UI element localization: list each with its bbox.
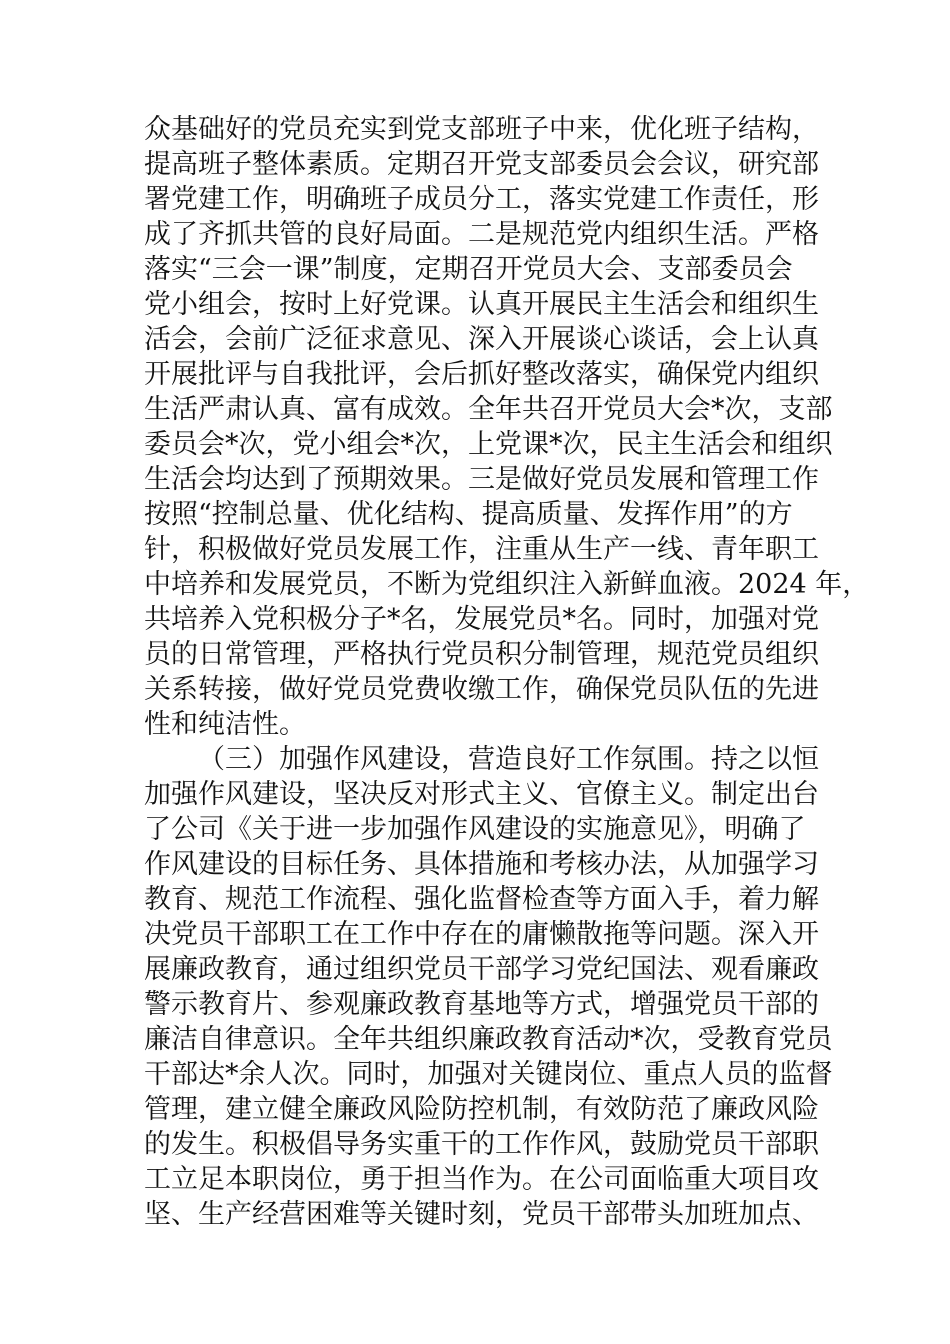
text-line: 教育、规范工作流程、强化监督检查等方面入手，着力解 [144, 884, 819, 915]
text-line: 了公司《关于进一步加强作风建设的实施意见》，明确了 [144, 814, 806, 845]
text-line: 众基础好的党员充实到党支部班子中来，优化班子结构， [144, 114, 819, 145]
text-line: 开展批评与自我批评，会后抓好整改落实，确保党内组织 [144, 359, 819, 390]
text-line: 活会，会前广泛征求意见、深入开展谈心谈话，会上认真 [144, 324, 819, 355]
text-line: 决党员干部职工在工作中存在的庸懒散拖等问题。深入开 [144, 919, 819, 950]
text-line: 作风建设的目标任务、具体措施和考核办法，从加强学习 [144, 849, 819, 880]
text-line: 落实“三会一课”制度，定期召开党员大会、支部委员会 [144, 254, 793, 285]
text-line: 党小组会，按时上好党课。认真开展民主生活会和组织生 [144, 289, 819, 320]
text-line: 员的日常管理，严格执行党员积分制管理，规范党员组织 [144, 639, 819, 670]
text-line: 警示教育片、参观廉政教育基地等方式，增强党员干部的 [144, 989, 819, 1020]
text-line: 工立足本职岗位，勇于担当作为。在公司面临重大项目攻 [144, 1164, 819, 1195]
text-line: 坚、生产经营困难等关键时刻，党员干部带头加班加点、 [144, 1199, 819, 1230]
text-line: 署党建工作，明确班子成员分工，落实党建工作责任，形 [144, 184, 819, 215]
text-line: 针，积极做好党员发展工作，注重从生产一线、青年职工 [144, 534, 819, 565]
section-heading-line: （三）加强作风建设，营造良好工作氛围。持之以恒 [198, 744, 819, 775]
body-text [144, 112, 870, 1232]
text-line: 展廉政教育，通过组织党员干部学习党纪国法、观看廉政 [144, 954, 819, 985]
text-line: 的发生。积极倡导务实重干的工作作风，鼓励党员干部职 [144, 1129, 819, 1160]
text-line: 廉洁自律意识。全年共组织廉政教育活动*次，受教育党员 [144, 1024, 833, 1055]
text-line: 按照“控制总量、优化结构、提高质量、发挥作用”的方 [144, 499, 793, 530]
text-line: 中培养和发展党员，不断为党组织注入新鲜血液。2024 年， [144, 569, 870, 600]
text-line: 提高班子整体素质。定期召开党支部委员会会议，研究部 [144, 149, 819, 180]
text-line: 关系转接，做好党员党费收缴工作，确保党员队伍的先进 [144, 674, 819, 705]
text-line: 成了齐抓共管的良好局面。二是规范党内组织生活。严格 [144, 219, 819, 250]
text-line: 委员会*次，党小组会*次，上党课*次，民主生活会和组织 [144, 429, 833, 460]
text-line: 生活会均达到了预期效果。三是做好党员发展和管理工作 [144, 464, 819, 495]
text-line: 生活严肃认真、富有成效。全年共召开党员大会*次，支部 [144, 394, 833, 425]
text-line: 共培养入党积极分子*名，发展党员*名。同时，加强对党 [144, 604, 819, 635]
text-line: 管理，建立健全廉政风险防控机制，有效防范了廉政风险 [144, 1094, 819, 1125]
text-line: 性和纯洁性。 [144, 709, 306, 740]
text-line: 干部达*余人次。同时，加强对关键岗位、重点人员的监督 [144, 1059, 833, 1090]
text-line: 加强作风建设，坚决反对形式主义、官僚主义。制定出台 [144, 779, 819, 810]
